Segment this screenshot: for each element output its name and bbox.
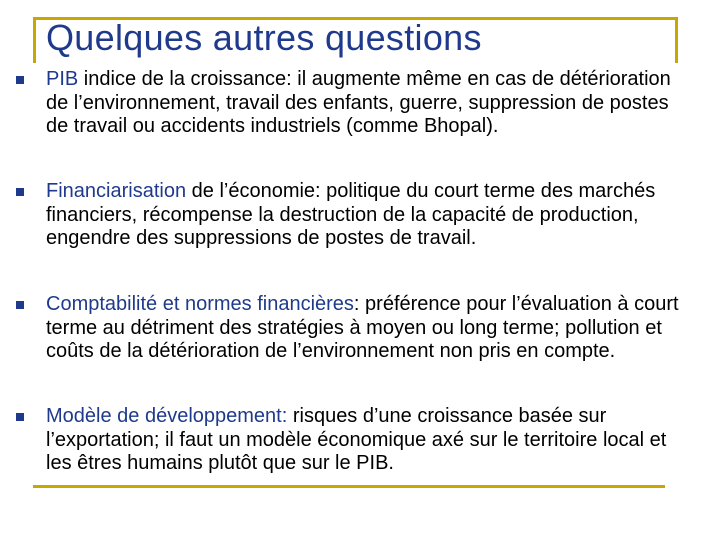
square-bullet-icon bbox=[16, 188, 24, 196]
bullet-item-financiarisation bbox=[46, 180, 696, 251]
bullet-lead: Financiarisation bbox=[46, 180, 187, 202]
square-bullet-icon bbox=[16, 301, 24, 309]
bullet-text: indice de la croissance: il augmente même en cas de détérioration de l’environnement, travail des enfants, guerre, suppression de postes de travail ou accidents industriels (comme Bhopal). bbox=[46, 68, 671, 137]
square-bullet-icon bbox=[16, 76, 24, 84]
bullet-item-comptabilite bbox=[46, 293, 696, 364]
slide-title: Quelques autres questions bbox=[46, 17, 482, 58]
bullet-text: de l’économie: politique du court terme des marchés financiers, récompense la destruction de la capacité de production, engendre des suppressions de postes de travail. bbox=[46, 180, 656, 249]
square-bullet-icon bbox=[16, 413, 24, 421]
bullet-lead: PIB bbox=[46, 68, 79, 90]
bullet-item-pib bbox=[46, 68, 696, 139]
bullet-item-modele bbox=[46, 405, 696, 476]
bullet-text: : préférence pour l’évaluation à court terme au détriment des stratégies à moyen ou long terme; pollution et coûts de la détérioration de l’environnement non pris en compte. bbox=[46, 293, 679, 362]
bullet-lead: Comptabilité et normes financières bbox=[46, 293, 354, 315]
bullet-lead: Modèle de développement: bbox=[46, 405, 288, 427]
bullet-text: risques d’une croissance basée sur l’exportation; il faut un modèle économique axé sur le territoire local et les êtres humains plutôt que sur le PIB. bbox=[46, 405, 667, 474]
bottom-rule bbox=[33, 485, 665, 488]
